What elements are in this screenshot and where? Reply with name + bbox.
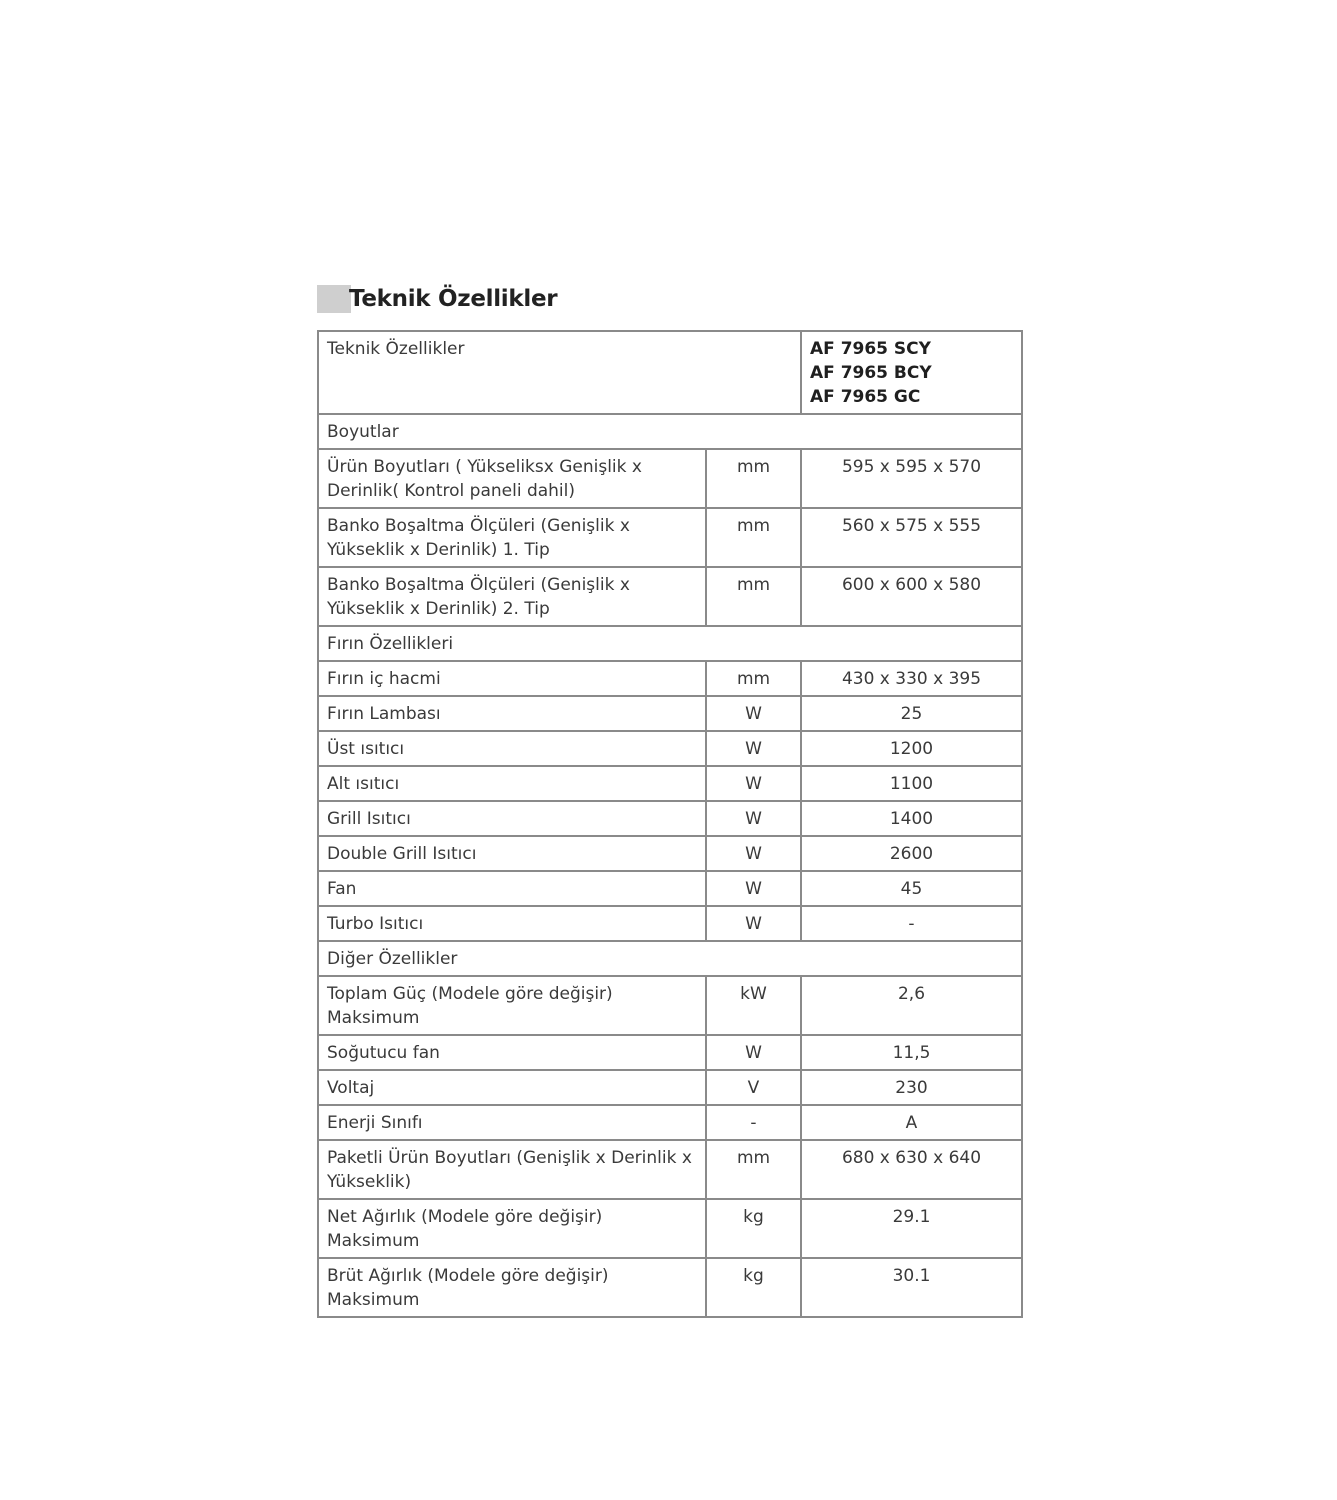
model-name: AF 7965 BCY xyxy=(810,363,932,383)
table-row xyxy=(318,1258,1022,1317)
row-value: 29.1 xyxy=(801,1199,1022,1258)
row-label: Net Ağırlık (Modele göre değişir) Maksimum xyxy=(318,1199,706,1258)
row-value: 595 x 595 x 570 xyxy=(801,449,1022,508)
header-label: Teknik Özellikler xyxy=(318,331,801,414)
row-unit: W xyxy=(706,836,801,871)
row-unit: mm xyxy=(706,567,801,626)
row-label: Banko Boşaltma Ölçüleri (Genişlik x Yükseklik x Derinlik) 2. Tip xyxy=(318,567,706,626)
row-label: Fan xyxy=(318,871,706,906)
row-value: 45 xyxy=(801,871,1022,906)
table-row xyxy=(318,906,1022,941)
row-unit: kg xyxy=(706,1258,801,1317)
spec-table xyxy=(317,330,1023,1318)
row-unit: W xyxy=(706,906,801,941)
row-label: Toplam Güç (Modele göre değişir) Maksimum xyxy=(318,976,706,1035)
row-label: Banko Boşaltma Ölçüleri (Genişlik x Yükseklik x Derinlik) 1. Tip xyxy=(318,508,706,567)
row-value: 560 x 575 x 555 xyxy=(801,508,1022,567)
row-value: - xyxy=(801,906,1022,941)
row-value: 1100 xyxy=(801,766,1022,801)
section-title: Boyutlar xyxy=(318,414,1022,449)
row-label: Enerji Sınıfı xyxy=(318,1105,706,1140)
table-row xyxy=(318,871,1022,906)
row-value: 2600 xyxy=(801,836,1022,871)
model-name: AF 7965 GC xyxy=(810,387,921,407)
row-label: Double Grill Isıtıcı xyxy=(318,836,706,871)
row-label: Fırın iç hacmi xyxy=(318,661,706,696)
page-heading xyxy=(317,285,557,313)
table-row xyxy=(318,1035,1022,1070)
row-label: Turbo Isıtıcı xyxy=(318,906,706,941)
row-label: Soğutucu fan xyxy=(318,1035,706,1070)
table-row xyxy=(318,731,1022,766)
table-row xyxy=(318,1070,1022,1105)
table-row xyxy=(318,836,1022,871)
table-row xyxy=(318,696,1022,731)
row-unit: kg xyxy=(706,1199,801,1258)
table-row xyxy=(318,567,1022,626)
table-row xyxy=(318,449,1022,508)
section-title: Diğer Özellikler xyxy=(318,941,1022,976)
row-value: 1400 xyxy=(801,801,1022,836)
model-name: AF 7965 SCY xyxy=(810,339,931,359)
table-row xyxy=(318,766,1022,801)
model-list xyxy=(801,331,1022,414)
row-unit: kW xyxy=(706,976,801,1035)
row-unit: W xyxy=(706,696,801,731)
row-value: 600 x 600 x 580 xyxy=(801,567,1022,626)
row-value: 680 x 630 x 640 xyxy=(801,1140,1022,1199)
row-value: A xyxy=(801,1105,1022,1140)
row-label: Üst ısıtıcı xyxy=(318,731,706,766)
row-value: 430 x 330 x 395 xyxy=(801,661,1022,696)
row-label: Alt ısıtıcı xyxy=(318,766,706,801)
row-unit: mm xyxy=(706,449,801,508)
row-label: Brüt Ağırlık (Modele göre değişir) Maksimum xyxy=(318,1258,706,1317)
row-label: Voltaj xyxy=(318,1070,706,1105)
table-header-row xyxy=(318,331,1022,414)
row-unit: W xyxy=(706,871,801,906)
section-title: Fırın Özellikleri xyxy=(318,626,1022,661)
row-label: Ürün Boyutları ( Yükseliksx Genişlik x Derinlik( Kontrol paneli dahil) xyxy=(318,449,706,508)
page-title: Teknik Özellikler xyxy=(349,286,558,312)
row-unit: mm xyxy=(706,508,801,567)
row-label: Paketli Ürün Boyutları (Genişlik x Derinlik x Yükseklik) xyxy=(318,1140,706,1199)
section-row xyxy=(318,626,1022,661)
row-unit: mm xyxy=(706,1140,801,1199)
row-unit: W xyxy=(706,801,801,836)
row-unit: V xyxy=(706,1070,801,1105)
row-unit: W xyxy=(706,1035,801,1070)
row-value: 230 xyxy=(801,1070,1022,1105)
table-row xyxy=(318,661,1022,696)
row-value: 2,6 xyxy=(801,976,1022,1035)
table-row xyxy=(318,801,1022,836)
row-label: Fırın Lambası xyxy=(318,696,706,731)
row-label: Grill Isıtıcı xyxy=(318,801,706,836)
table-row xyxy=(318,1140,1022,1199)
row-value: 1200 xyxy=(801,731,1022,766)
row-unit: mm xyxy=(706,661,801,696)
row-value: 25 xyxy=(801,696,1022,731)
row-unit: W xyxy=(706,731,801,766)
heading-marker xyxy=(317,285,351,313)
section-row xyxy=(318,414,1022,449)
table-row xyxy=(318,1199,1022,1258)
row-value: 11,5 xyxy=(801,1035,1022,1070)
row-unit: W xyxy=(706,766,801,801)
table-row xyxy=(318,976,1022,1035)
table-row xyxy=(318,508,1022,567)
row-value: 30.1 xyxy=(801,1258,1022,1317)
row-unit: - xyxy=(706,1105,801,1140)
table-row xyxy=(318,1105,1022,1140)
section-row xyxy=(318,941,1022,976)
